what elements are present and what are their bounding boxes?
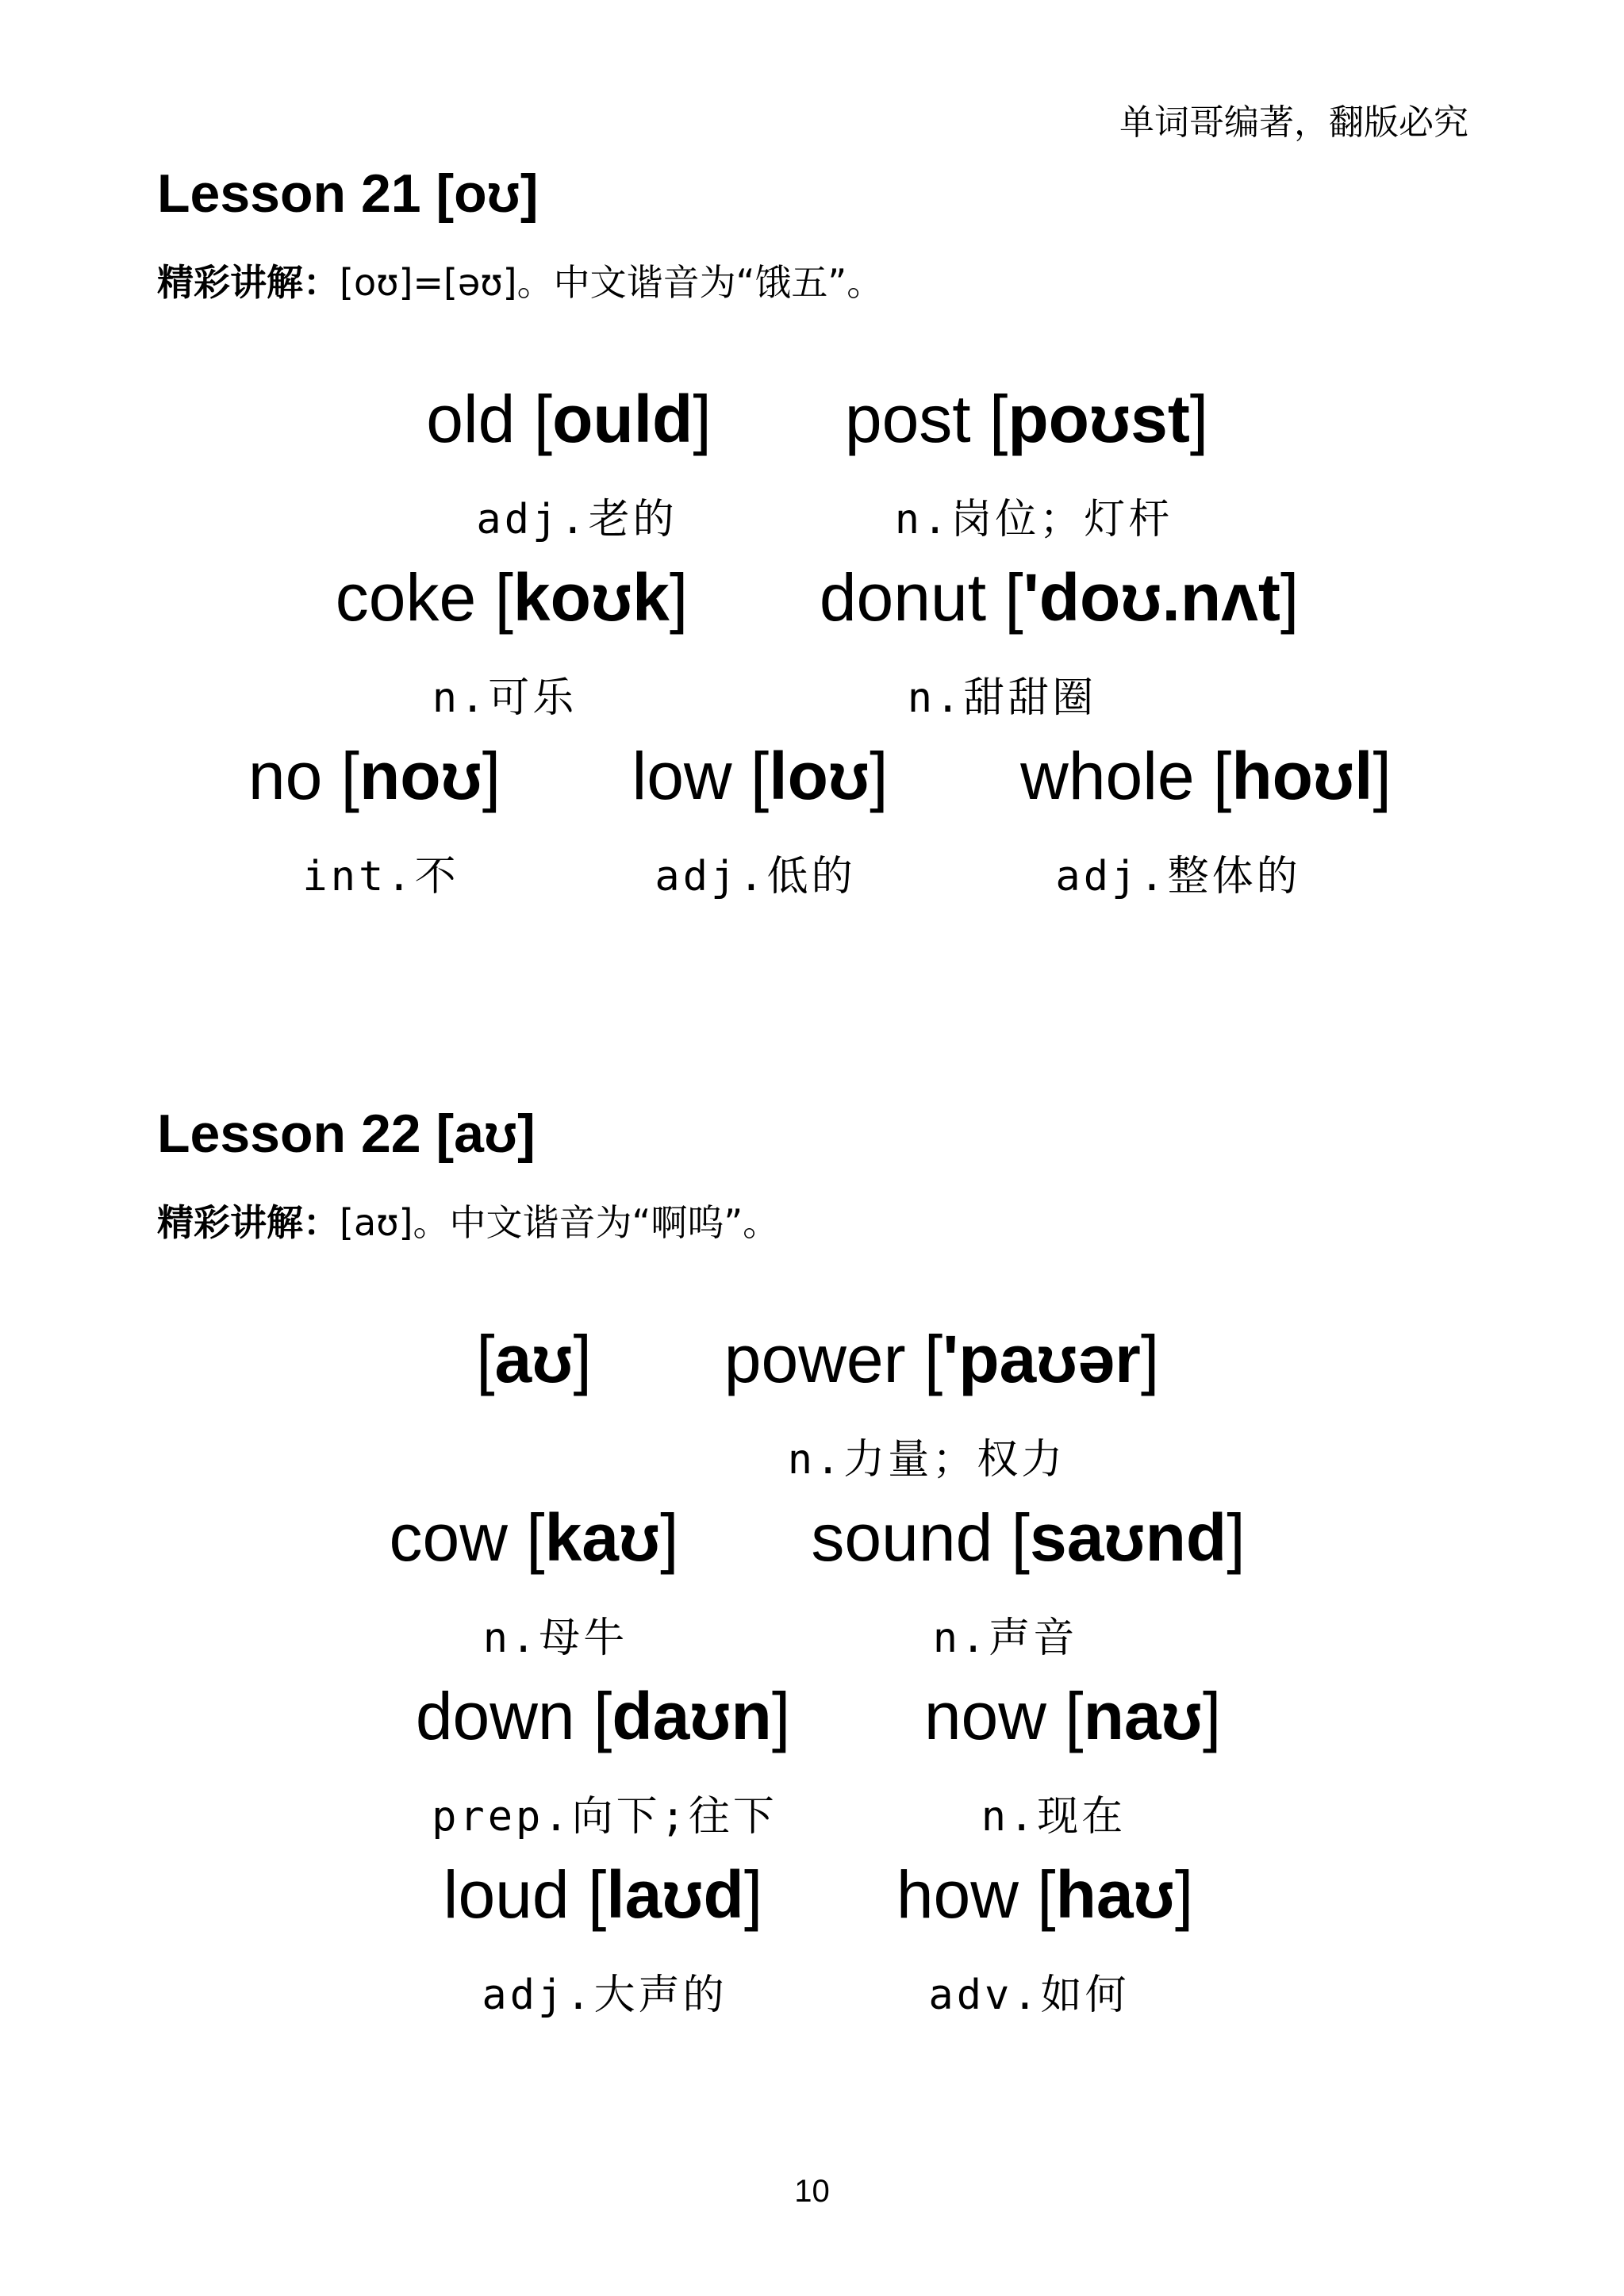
word-ipa: laʊd xyxy=(606,1857,744,1932)
word-text: post xyxy=(844,382,971,456)
header-copyright-note: 单词哥编著，翻版必究 xyxy=(1119,102,1469,143)
word-meaning-old: adj.老的 xyxy=(476,496,678,543)
page-number: 10 xyxy=(794,2174,830,2209)
lesson-21-title: Lesson 21 [oʊ] xyxy=(157,163,539,224)
word-text: low xyxy=(632,739,732,813)
word-entry-donut: donut ['doʊ.nʌt] xyxy=(819,560,1300,635)
word-ipa: loʊ xyxy=(769,739,870,813)
word-entry-no: no [noʊ] xyxy=(248,739,501,813)
word-entry-sound-symbol: [aʊ] xyxy=(476,1322,592,1396)
word-text: now xyxy=(923,1679,1046,1753)
word-entry-coke: coke [koʊk] xyxy=(335,560,689,635)
word-text: down xyxy=(415,1679,575,1753)
lesson-21-explanation xyxy=(157,254,883,306)
word-text: old xyxy=(426,382,516,456)
word-ipa: hoʊl xyxy=(1231,739,1373,813)
word-text: whole xyxy=(1020,739,1195,813)
word-text: how xyxy=(896,1857,1019,1932)
word-meaning-post: n.岗位；灯杆 xyxy=(894,496,1173,543)
word-ipa: poʊst xyxy=(1008,382,1190,456)
word-ipa: aʊ xyxy=(494,1322,574,1396)
word-entry-low: low [loʊ] xyxy=(632,739,889,813)
word-ipa: naʊ xyxy=(1083,1679,1203,1753)
word-meaning-power: n.力量；权力 xyxy=(787,1436,1066,1484)
word-entry-down: down [daʊn] xyxy=(415,1679,791,1753)
word-text: loud xyxy=(443,1857,570,1932)
word-text: sound xyxy=(811,1500,993,1575)
lesson-22-explanation xyxy=(157,1194,779,1246)
word-text: cow xyxy=(389,1500,508,1575)
word-meaning-donut: n.甜甜圈 xyxy=(907,674,1097,722)
word-ipa: kaʊ xyxy=(544,1500,661,1575)
word-text: donut xyxy=(819,560,987,635)
word-ipa: haʊ xyxy=(1055,1857,1175,1932)
word-entry-how: how [haʊ] xyxy=(896,1857,1194,1932)
lesson-22-title: Lesson 22 [aʊ] xyxy=(157,1104,536,1164)
word-meaning-now: n.现在 xyxy=(981,1793,1127,1841)
word-ipa: noʊ xyxy=(359,739,482,813)
word-meaning-how: adv.如何 xyxy=(928,1972,1130,2019)
word-text: no xyxy=(248,739,323,813)
word-meaning-low: adj.低的 xyxy=(655,853,856,900)
word-meaning-coke: n.可乐 xyxy=(432,674,578,722)
explanation-text: [oʊ]=[əʊ]。中文谐音为“饿五”。 xyxy=(340,261,884,304)
word-ipa: daʊn xyxy=(612,1679,772,1753)
word-entry-loud: loud [laʊd] xyxy=(443,1857,763,1932)
word-meaning-cow: n.母牛 xyxy=(482,1614,628,1662)
word-entry-power: power ['paʊər] xyxy=(724,1322,1160,1396)
word-ipa: ould xyxy=(552,382,693,456)
word-ipa: koʊk xyxy=(513,560,670,635)
explanation-text: [aʊ]。中文谐音为“啊呜”。 xyxy=(340,1201,780,1244)
word-entry-now: now [naʊ] xyxy=(923,1679,1222,1753)
word-ipa: 'paʊər xyxy=(943,1322,1141,1396)
word-meaning-down: prep.向下;往下 xyxy=(432,1793,777,1841)
word-text: coke xyxy=(335,560,477,635)
word-entry-whole: whole [hoʊl] xyxy=(1020,739,1392,813)
word-entry-old: old [ould] xyxy=(426,382,712,456)
word-meaning-loud: adj.大声的 xyxy=(482,1972,728,2019)
explanation-tag: 精彩讲解： xyxy=(157,261,340,304)
word-meaning-sound: n.声音 xyxy=(932,1614,1078,1662)
word-ipa: saʊnd xyxy=(1029,1500,1227,1575)
word-ipa: 'doʊ.nʌt xyxy=(1023,560,1280,635)
word-entry-sound: sound [saʊnd] xyxy=(811,1500,1246,1575)
explanation-tag: 精彩讲解： xyxy=(157,1201,340,1244)
word-meaning-no: int.不 xyxy=(302,853,459,900)
word-entry-cow: cow [kaʊ] xyxy=(389,1500,679,1575)
word-meaning-whole: adj.整体的 xyxy=(1055,853,1301,900)
word-text: power xyxy=(724,1322,906,1396)
word-entry-post: post [poʊst] xyxy=(844,382,1209,456)
